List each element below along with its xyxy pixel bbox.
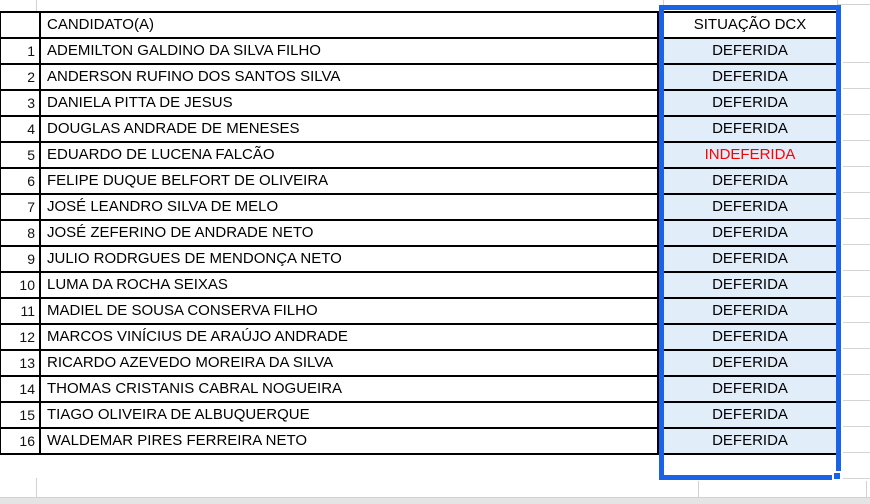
candidate-name-cell[interactable]: DOUGLAS ANDRADE DE MENESES — [41, 117, 659, 143]
candidate-name-cell[interactable]: JOSÉ LEANDRO SILVA DE MELO — [41, 195, 659, 221]
row-number-cell[interactable]: 4 — [1, 117, 41, 143]
row-number-cell[interactable]: 12 — [1, 325, 41, 351]
row-number-cell[interactable]: 3 — [1, 91, 41, 117]
status-cell[interactable]: DEFERIDA — [659, 325, 841, 351]
header-candidate-cell[interactable]: CANDIDATO(A) — [41, 13, 659, 39]
status-cell[interactable]: DEFERIDA — [659, 377, 841, 403]
row-number-cell[interactable]: 2 — [1, 65, 41, 91]
candidate-name-cell[interactable]: DANIELA PITTA DE JESUS — [41, 91, 659, 117]
status-cell[interactable]: DEFERIDA — [659, 39, 841, 65]
candidate-name-cell[interactable]: JULIO RODRGUES DE MENDONÇA NETO — [41, 247, 659, 273]
candidates-table — [0, 11, 841, 455]
row-number-cell[interactable]: 5 — [1, 143, 41, 169]
candidate-name-cell[interactable]: LUMA DA ROCHA SEIXAS — [41, 273, 659, 299]
gridline-group-right-margin — [843, 62, 870, 480]
header-number-cell[interactable] — [1, 13, 41, 39]
gridline — [36, 0, 37, 11]
gridline — [866, 481, 867, 497]
candidate-name-cell[interactable]: TIAGO OLIVEIRA DE ALBUQUERQUE — [41, 403, 659, 429]
row-number-cell[interactable]: 16 — [1, 429, 41, 455]
row-number-cell[interactable]: 1 — [1, 39, 41, 65]
candidate-name-cell[interactable]: THOMAS CRISTANIS CABRAL NOGUEIRA — [41, 377, 659, 403]
status-cell[interactable]: DEFERIDA — [659, 169, 841, 195]
candidate-name-cell[interactable]: ANDERSON RUFINO DOS SANTOS SILVA — [41, 65, 659, 91]
status-cell[interactable]: DEFERIDA — [659, 351, 841, 377]
candidate-name-cell[interactable]: MARCOS VINÍCIUS DE ARAÚJO ANDRADE — [41, 325, 659, 351]
gridline — [837, 4, 870, 5]
row-number-cell[interactable]: 14 — [1, 377, 41, 403]
status-cell[interactable]: DEFERIDA — [659, 65, 841, 91]
row-number-cell[interactable]: 11 — [1, 299, 41, 325]
status-cell[interactable]: DEFERIDA — [659, 429, 841, 455]
header-status-cell[interactable] — [659, 13, 841, 39]
candidate-name-cell[interactable]: RICARDO AZEVEDO MOREIRA DA SILVA — [41, 351, 659, 377]
row-number-cell[interactable]: 7 — [1, 195, 41, 221]
status-cell[interactable]: DEFERIDA — [659, 299, 841, 325]
gridline — [663, 0, 664, 5]
gridline — [698, 481, 699, 497]
status-cell[interactable]: DEFERIDA — [659, 91, 841, 117]
candidate-name-cell[interactable]: JOSÉ ZEFERINO DE ANDRADE NETO — [41, 221, 659, 247]
row-number-cell[interactable]: 10 — [1, 273, 41, 299]
status-header-line1: SITUAÇÃO — [693, 16, 771, 33]
status-header-line2: DCX — [774, 16, 807, 33]
candidate-name-cell[interactable]: MADIEL DE SOUSA CONSERVA FILHO — [41, 299, 659, 325]
row-number-cell[interactable]: 8 — [1, 221, 41, 247]
candidate-name-cell[interactable]: ADEMILTON GALDINO DA SILVA FILHO — [41, 39, 659, 65]
status-cell[interactable]: DEFERIDA — [659, 273, 841, 299]
next-row-shaded-strip — [0, 498, 870, 504]
status-cell[interactable]: INDEFERIDA — [659, 143, 841, 169]
selection-fill-handle[interactable] — [832, 471, 842, 481]
status-cell[interactable]: DEFERIDA — [659, 117, 841, 143]
candidate-name-cell[interactable]: EDUARDO DE LUCENA FALCÃO — [41, 143, 659, 169]
row-number-cell[interactable]: 9 — [1, 247, 41, 273]
candidate-name-cell[interactable]: FELIPE DUQUE BELFORT DE OLIVEIRA — [41, 169, 659, 195]
row-number-cell[interactable]: 13 — [1, 351, 41, 377]
row-number-cell[interactable]: 6 — [1, 169, 41, 195]
status-cell[interactable]: DEFERIDA — [659, 221, 841, 247]
status-cell[interactable]: DEFERIDA — [659, 247, 841, 273]
status-cell[interactable]: DEFERIDA — [659, 195, 841, 221]
gridline — [36, 478, 37, 497]
status-cell[interactable]: DEFERIDA — [659, 403, 841, 429]
row-number-cell[interactable]: 15 — [1, 403, 41, 429]
candidate-name-cell[interactable]: WALDEMAR PIRES FERREIRA NETO — [41, 429, 659, 455]
